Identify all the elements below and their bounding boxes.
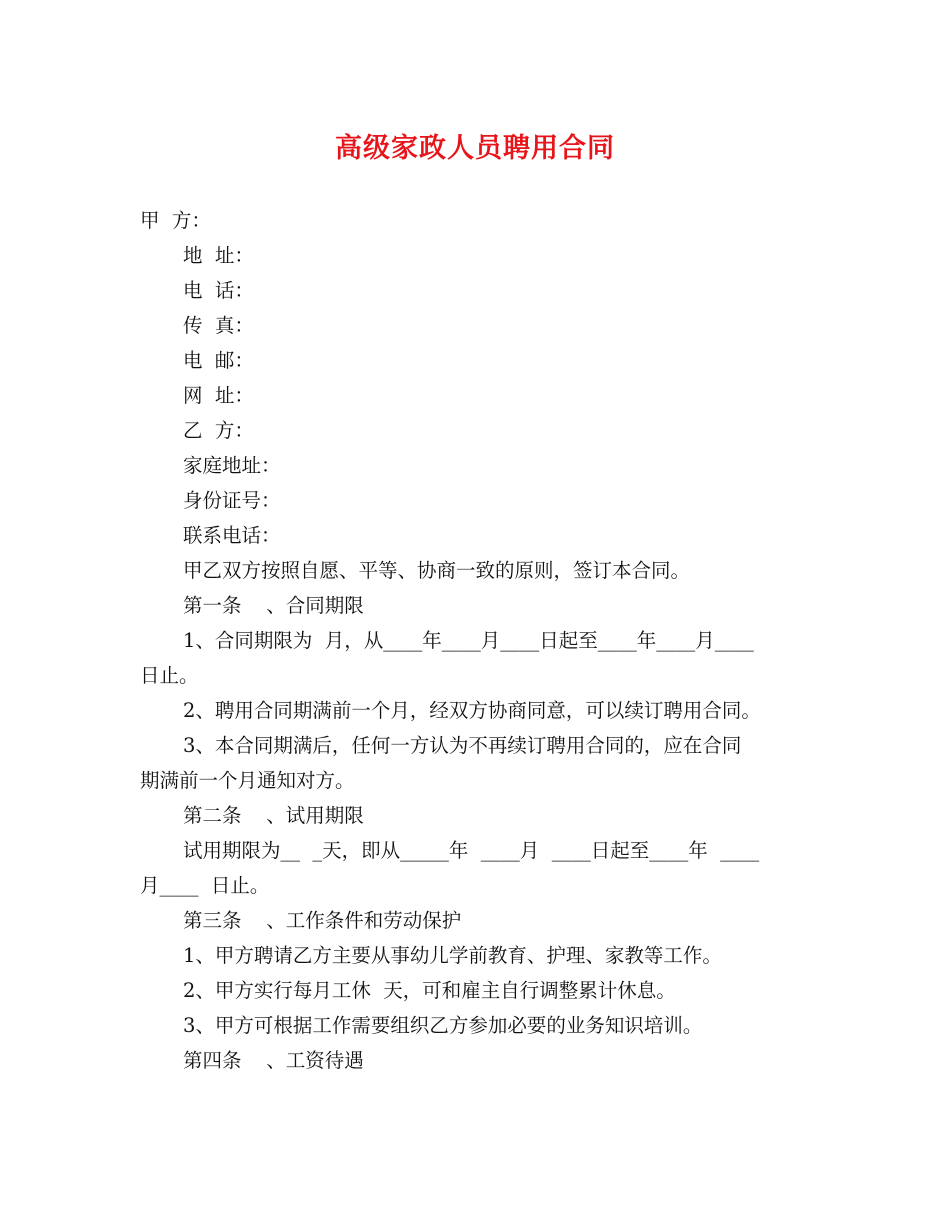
party-a-address: 地 址：	[183, 244, 254, 267]
contract-body	[140, 203, 815, 1078]
preamble: 甲乙双方按照自愿、平等、协商一致的原则，签订本合同。	[183, 559, 691, 582]
party-a-email: 电 邮：	[183, 349, 254, 372]
article-2-item-line-1: 试用期限为__ _天，即从_____年 ____月 ____日起至____年 ____	[183, 839, 760, 862]
article-1-heading: 第一条 、合同期限	[183, 594, 364, 617]
article-3-item-2: 2、甲方实行每月工休 天，可和雇主自行调整累计休息。	[183, 979, 676, 1002]
article-3-heading: 第三条 、工作条件和劳动保护	[183, 909, 462, 932]
article-1-item-1-line-1: 1、合同期限为 月，从____年____月____日起至____年____月____	[183, 629, 754, 652]
party-a-fax: 传 真：	[183, 314, 254, 337]
article-1-item-1-line-2: 日止。	[140, 664, 199, 687]
document-title: 高级家政人员聘用合同	[335, 133, 615, 164]
party-b-id-number: 身份证号：	[183, 489, 281, 512]
party-a-label: 甲 方：	[140, 209, 211, 232]
article-1-item-3-line-1: 3、本合同期满后，任何一方认为不再续订聘用合同的，应在合同	[183, 734, 742, 757]
party-a-website: 网 址：	[183, 384, 254, 407]
article-2-heading: 第二条 、试用期限	[183, 804, 364, 827]
article-2-item-line-2: 月____ 日止。	[140, 874, 270, 897]
article-3-item-3: 3、甲方可根据工作需要组织乙方参加必要的业务知识培训。	[183, 1014, 703, 1037]
article-3-item-1: 1、甲方聘请乙方主要从事幼儿学前教育、护理、家教等工作。	[183, 944, 722, 967]
party-b-home-address: 家庭地址：	[183, 454, 281, 477]
party-b-label: 乙 方：	[183, 419, 254, 442]
article-4-heading: 第四条 、工资待遇	[183, 1049, 364, 1072]
article-1-item-2: 2、聘用合同期满前一个月，经双方协商同意，可以续订聘用合同。	[183, 699, 761, 722]
party-a-phone: 电 话：	[183, 279, 254, 302]
party-b-contact-phone: 联系电话：	[183, 524, 281, 547]
article-1-item-3-line-2: 期满前一个月通知对方。	[140, 769, 355, 792]
